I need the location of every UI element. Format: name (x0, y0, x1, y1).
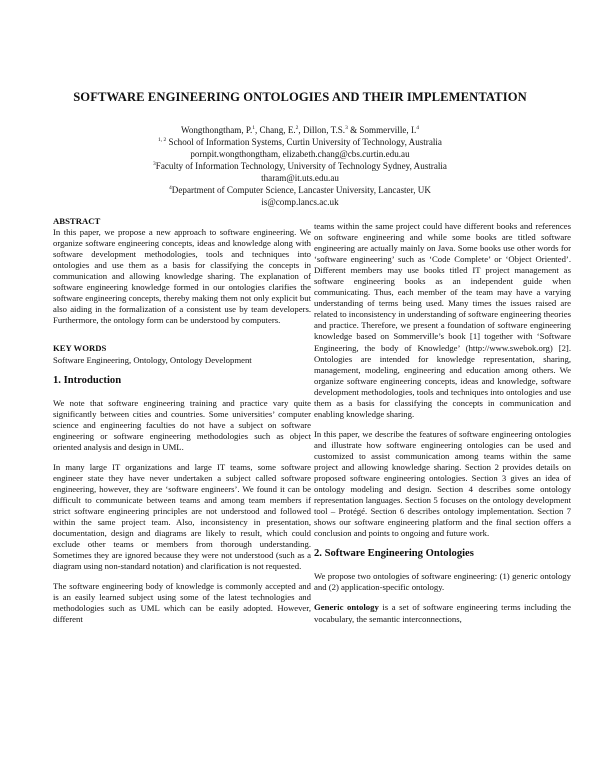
author-name: , Chang, E. (254, 125, 296, 135)
section-1-paragraph: teams within the same project could have different books and references on software engineering and while some books are titled software engineering are actually mainly on Java. Some books use other words for ‘software engineering’ such as ‘Code Complete’ or ‘Object Oriented’. Different members may use books titled IT project management as software engineering books as an independent guide when communicating. Thus, each member of the team may have a varying understanding of terms being used. Many times the issues raised are related to inconsistency in understanding of software engineering theories and practice. Therefore, we present a foundation of software engineering knowledge based on Sommerville’s book [1] together with ‘Software Engineering, the body of Knowledge’ (http://www.swebok.org) [2]. Ontologies are intended for knowledge representation, sharing, management, modeling, engineering and education among others. We organize software engineering concepts, ideas and knowledge, software development methodologies, tools and techniques into ontologies and use them as a basis for classifying the concepts in communication and enabling knowledge sharing. (314, 221, 571, 419)
paper-title: SOFTWARE ENGINEERING ONTOLOGIES AND THEIR IMPLEMENTATION (73, 90, 527, 104)
left-column (53, 216, 311, 635)
author-name: Wongthongtham, P. (180, 125, 253, 135)
keywords-text: Software Engineering, Ontology, Ontology Development (53, 354, 252, 365)
author-sup: 3 (345, 124, 348, 131)
affiliation-1-email: pornpit.wongthongtham, elizabeth.chang@cbs.curtin.edu.au (190, 149, 410, 159)
generic-ontology-text: is a set of software engineering terms including the vocabulary, the semantic interconnections, (314, 602, 571, 624)
affiliation-text: School of Information Systems, Curtin University of Technology, Australia (166, 137, 442, 147)
affiliation-2 (0, 160, 600, 172)
section-2-paragraph (314, 602, 571, 624)
author-names (0, 124, 600, 136)
affiliation-1 (0, 136, 600, 148)
affiliation-sup: 3 (153, 160, 156, 167)
affiliation-2-email: tharam@it.uts.edu.au (261, 173, 339, 183)
author-block (0, 124, 600, 208)
author-sup: 2 (295, 124, 299, 131)
abstract-text: In this paper, we propose a new approach to software engineering. We organize software engineering concepts, ideas and knowledge along with software development methodologies, tools and techniques into ontologies and use them as a basis for classifying the concepts in communication and allowing knowledge sharing. The explanation of software engineering knowledge formed in our ontologies clarifies the software engineering concepts, thereby making them not only explicit but also aiding in the formalization of a consistent use by team developers. Furthermore, the ontology form can be understood by computers. (53, 227, 311, 326)
section-1-paragraph: In many large IT organizations and large IT teams, some software engineer state they have never undertaken a subject called software engineering, however, they are ‘software engineers’. We found it can be difficult to communicate between teams and among team members if strict software engineering principles are not understood and followed within the same project team. Also, inconsistency in presentation, documentation, design and diagrams are likely to result, which could exclude other teams or members from thorough understanding. Sometimes they are ignored because they were not understood (such as a diagram using non-standard notation) and clarification is not requested. (53, 461, 311, 572)
section-2-heading: 2. Software Engineering Ontologies (314, 548, 474, 560)
affiliation-sup: 4 (169, 184, 172, 191)
author-name: , Dillon, T.S. (298, 125, 346, 135)
abstract-heading: ABSTRACT (53, 216, 101, 226)
affiliation-3-email: is@comp.lancs.ac.uk (261, 197, 339, 207)
affiliation-sup: 1, 2 (158, 136, 167, 143)
affiliation-text: Department of Computer Science, Lancaster University, Lancaster, UK (171, 185, 431, 195)
author-sup: 4 (416, 124, 420, 131)
author-sup: 1 (252, 124, 255, 131)
right-column (314, 221, 571, 634)
author-name: & Sommerville, I. (347, 125, 417, 135)
section-1-paragraph: We note that software engineering training and practice vary quite significantly between cities and countries. Some universities’ computer science and engineering faculties do not have a subject on software engineering or software engineering methodologies such as object oriented analysis and design in UML. (53, 397, 311, 452)
section-1-paragraph: The software engineering body of knowledge is commonly accepted and is an easily learned subject using some of the latest technologies and methodologies such as UML which can be easily adopted. However, different (53, 581, 311, 625)
generic-ontology-term: Generic ontology (314, 602, 379, 613)
section-1-paragraph: In this paper, we describe the features of software engineering ontologies and illustrate how software engineering ontologies can be used and customized to assist communication among teams within the same project and allowing knowledge sharing. Section 2 provides details on proposed software engineering ontologies. Section 3 gives an idea of ontology modeling and design. Section 4 describes some ontology representation languages. Section 5 focuses on the ontology development tool – Protégé. Section 6 describes ontology implementation. Section 7 shows our software engineering platform and the final section offers a conclusion and points to ongoing and future work. (314, 428, 571, 539)
keywords-heading: KEY WORDS (53, 343, 107, 354)
section-2-paragraph: We propose two ontologies of software engineering: (1) generic ontology and (2) application-specific ontology. (314, 571, 571, 593)
affiliation-text: Faculty of Information Technology, University of Technology Sydney, Australia (155, 161, 447, 171)
affiliation-3 (0, 184, 600, 196)
section-1-heading: 1. Introduction (53, 374, 122, 386)
